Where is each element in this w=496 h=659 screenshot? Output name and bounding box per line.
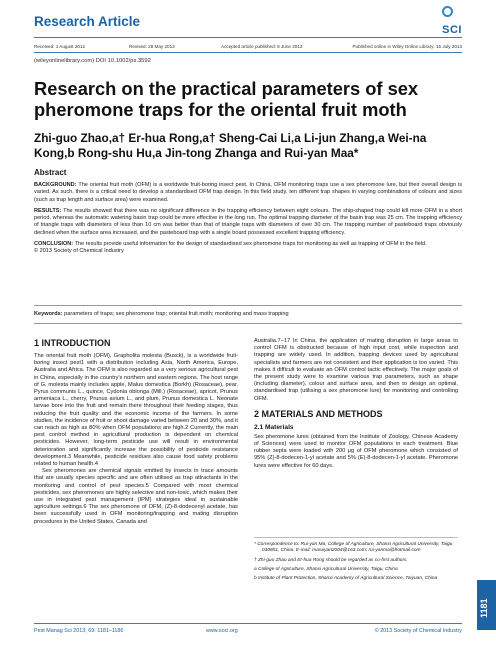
conclusion-text: The results provide useful information for the design of standardised sex pheromone traps for monitoring as well as trapping of OFM in the field. <box>73 240 427 247</box>
footnotes <box>254 537 458 585</box>
left-column <box>34 338 238 526</box>
footer-copyright: © 2013 Society of Chemical Industry <box>374 628 462 634</box>
correspondence-note: * Correspondence to: Rui-yan Ma, College of Agriculture, Shanxi Agricultural University, Taigu 030801, China. E-mail: maruiyan2004@163.com; rui-yanma@hotmail.com <box>254 542 453 554</box>
results-text: The results showed that there was no significant difference in the trapping efficiency between eight colours. The ship-shaped trap could kill more OFM in a short period, whereas the automatic watering basin trap could be more effective in the long run. The optimal trapping diameter of the basin trap was 25 cm. The trapping efficiency of triangle traps with diameters of less than 10 cm was better than that of triangle traps with diameters of over 30 cm. The trapping number of pasteboard traps obviously declined when the surface area increased, and the pasteboard trap with a single board possessed excellent trapping efficiency. <box>34 207 462 236</box>
dates-rule <box>34 52 462 53</box>
abstract-body <box>34 182 462 255</box>
cofirst-note: † Zhi-guo Zhao and Er-hua Rong should be regarded as co-first authors. <box>254 557 408 563</box>
abstract-background <box>34 182 462 204</box>
intro-paragraph-1: The oriental fruit moth (OFM), Grapholita molesta (Busck), is a worldwide fruit-boring insect pest1 with a distribution including Asia, North America, Europe, Australia and Africa. The OFM is also regarded as a very serious agricultural pest in China, especially in the country's northern and eastern regions. The host range of G. molesta mainly includes apple, Malus domestica (Borkh) (Rosaceae), pear, Pyrus communis L., quince, Cydonia oblonga (Mill.) (Rosaceae), apricot, Prunus armeniaca L., cherry, Prunus avium L., and plum, Prunus domestica L. Neonate larvae bore into the fruit and remain there throughout their feeding stages, thus reducing the fruit quality and the economic income of the farmers. In some studies, the incidence of fruit or shoot damage varied between 20 and 30%, and it can reach as high as 80% when OFM populations are high.2 Currently, the main pest control method in agricultural production is dependent on chemical pesticides. However, long-term pesticide use will result in environmental deterioration and significantly increase the possibility of pesticide resistance development.3 Meanwhile, pesticide residues also cause food safety problems related to human health.4 <box>34 353 238 468</box>
sci-logo <box>424 6 462 36</box>
keywords-text: parameters of traps; sex pheromone trap; oriental fruit moth; monitoring and mass trapping <box>62 311 289 317</box>
header <box>34 14 462 36</box>
abstract-copyright: © 2013 Society of Chemical Industry <box>34 248 124 254</box>
section-label: Research Article <box>34 14 141 29</box>
background-label: BACKGROUND: <box>34 182 77 188</box>
keywords-rule <box>34 323 462 324</box>
doi: (wileyonlinelibrary.com) DOI 10.1002/ps.3592 <box>34 58 151 64</box>
received-date: Received: 1 August 2012 <box>34 44 86 49</box>
journal-citation: Pest Manag Sci 2013; 69: 1181–1186 <box>34 628 124 634</box>
intro-paragraph-2: Sex pheromones are chemical signals emitted by insects in trace amounts that are usually species specific and are often utilised as trap attractants in the monitoring and control of pest species.5 Compared with most chemical pesticides, sex pheromones are highly selective and non-toxic, which makes their use in integrated pest management (IPM) strategies ideal in sustainable agriculture settings.6 The sex pheromone of OFM, (Z)-8-dodecenyl acetate, has been successfully used in OFM monitoring/trapping and mating disruption procedures in the United States, Canada and <box>34 468 238 525</box>
page-number: 1181 <box>479 598 489 618</box>
article-title: Research on the practical parameters of sex pheromone traps for the oriental fruit moth <box>34 78 419 120</box>
page-number-tab <box>477 580 496 630</box>
author-list: Zhi-guo Zhao,a† Er-hua Rong,a† Sheng-Cai Li,a Li-jun Zhang,a Wei-na Kong,b Rong-shu Hu,a Jin-tong Zhanga and Rui-yan Maa* <box>34 131 427 160</box>
abstract-rule <box>34 305 462 306</box>
accepted-date: Accepted article published: 8 June 2013 <box>221 44 303 49</box>
intro-paragraph-3: Australia.7−17 In China, the application of mating disruption in large areas to control OFM is obstructed because of high input cost, while inspection and trapping are widely used. In addition, trapping devices used by agricultural specialists and farmers are not consistent and their application is too varied. This makes it difficult to evaluate an OFM control tactic effectively. The major goals of the present study were to examine various trap parameters, such as shape (including diameter), colour and surface area, and then to design an optimal, standardised trap (utilising a sex pheromone lure) for monitoring and controlling OFM. <box>254 338 458 402</box>
online-date: Published online in Wiley Online Library: 15 July 2013 <box>352 44 462 49</box>
website-link[interactable]: www.soci.org <box>206 628 238 634</box>
materials-subheading: 2.1 Materials <box>254 423 294 431</box>
conclusion-label: CONCLUSION: <box>34 240 74 247</box>
logo-text: SCI <box>442 24 462 36</box>
results-label: RESULTS: <box>34 207 62 214</box>
right-column <box>254 338 458 470</box>
affiliation-a: a College of Agriculture, Shanxi Agricultural University, Taigu, China <box>254 566 398 572</box>
affiliation-b: b Institute of Plant Protection, Shanxi Academy of Agricultural Science, Taiyuan, China <box>254 576 438 582</box>
revised-date: Revised: 28 May 2013 <box>129 44 175 49</box>
abstract-results <box>34 208 462 237</box>
materials-paragraph: Sex pheromone lures (obtained from the Institute of Zoology, Chinese Academy of Sciences) were used to monitor OFM populations in each treatment. Blue rubber septa were loaded with 200 μg of OFM pheromone which consisted of 95% (Z)-8-dodecen-1-yl acetate and 5% (E)-8-dodecen-1-yl acetate. Pheromone lures were effective for 60 days. <box>254 433 458 469</box>
abstract-heading: Abstract <box>34 168 67 177</box>
footer-rule <box>34 623 462 624</box>
keywords <box>34 311 462 317</box>
keywords-label: Keywords: <box>34 311 63 317</box>
abstract-conclusion <box>34 241 462 248</box>
footer <box>34 628 462 638</box>
intro-heading: 1 INTRODUCTION <box>34 338 111 348</box>
methods-heading: 2 MATERIALS AND METHODS <box>254 408 383 419</box>
background-text: The oriental fruit moth (OFM) is a worldwide fruit-boring insect pest. In China, OFM monitoring traps use a sex pheromone lure, but their overall design is varied. As such, there is a critical need to develop a standardised OFM trap design. In this field study, ten different trap shapes in varying combinations of colours and sizes (such as trap length and surface area) were examined. <box>34 182 462 203</box>
logo-ring-icon <box>442 6 453 17</box>
header-rule <box>34 37 462 38</box>
